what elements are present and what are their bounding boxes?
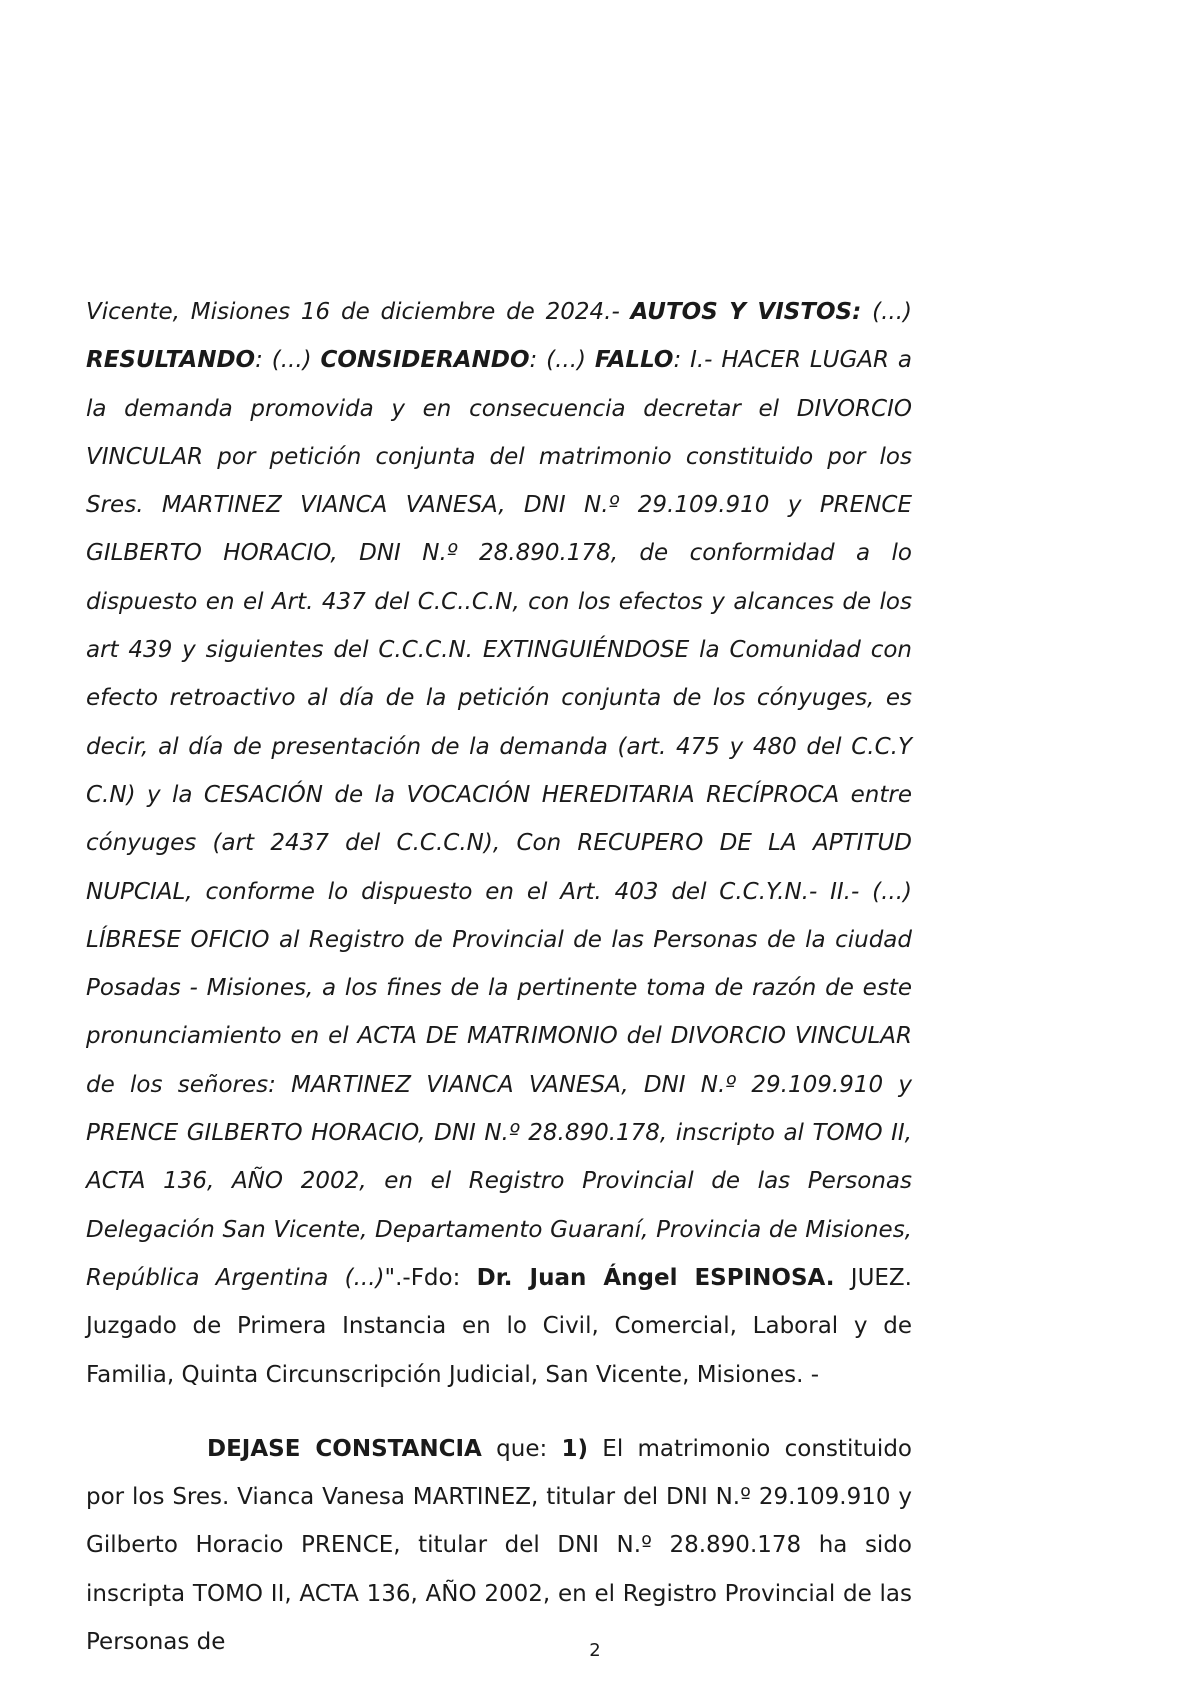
ruling-paragraph: Vicente, Misiones 16 de diciembre de 2024.- AUTOS Y VISTOS: (...) RESULTANDO: (...) CONSIDERANDO: (...) FALLO: I.- HACER LUGAR a la demanda promovida y en consecuencia decretar el DIVORCIO VINCULAR por petición conjunta del matrimonio constituido por los Sres. MARTINEZ VIANCA VANESA, DNI N.º 29.109.910 y PRENCE GILBERTO HORACIO, DNI N.º 28.890.178, de conformidad a lo dispuesto en el Art. 437 del C.C..C.N, con los efectos y alcances de los art 439 y siguientes del C.C.C.N. EXTINGUIÉNDOSE la Comunidad con efecto retroactivo al día de la petición conjunta de los cónyuges, es decir, al día de presentación de la demanda (art. 475 y 480 del C.C.Y C.N) y la CESACIÓN de la VOCACIÓN HEREDITARIA RECÍPROCA entre cónyuges (art 2437 del C.C.C.N), Con RECUPERO DE LA APTITUD NUPCIAL, conforme lo dispuesto en el Art. 403 del C.C.Y.N.- II.- (...) LÍBRESE OFICIO al Registro de Provincial de las Personas de la ciudad Posadas - Misiones, a los fines de la pertinente toma de razón de este pronunciamiento en el ACTA DE MATRIMONIO del DIVORCIO VINCULAR de los señores: MARTINEZ VIANCA VANESA, DNI N.º 29.109.910 y PRENCE GILBERTO HORACIO, DNI N.º 28.890.178, inscripto al TOMO II, ACTA 136, AÑO 2002, en el Registro Provincial de las Personas Delegación San Vicente, Departamento Guaraní, Provincia de Misiones, República Argentina (...)".-Fdo: Dr. Juan Ángel ESPINOSA. JUEZ. Juzgado de Primera Instancia en lo Civil, Comercial, Laboral y de Familia, Quinta Circunscripción Judicial, San Vicente, Misiones. - — [86, 299, 912, 1388]
page-number: 2 — [589, 1640, 601, 1661]
document-body — [86, 288, 912, 1666]
constancia-paragraph: DEJASE CONSTANCIA que: 1) El matrimonio constituido por los Sres. Vianca Vanesa MARTINEZ, titular del DNI N.º 29.109.910 y Gilberto Horacio PRENCE, titular del DNI N.º 28.890.178 ha sido inscripta TOMO II, ACTA 136, AÑO 2002, en el Registro Provincial de las Personas de — [86, 1435, 912, 1656]
